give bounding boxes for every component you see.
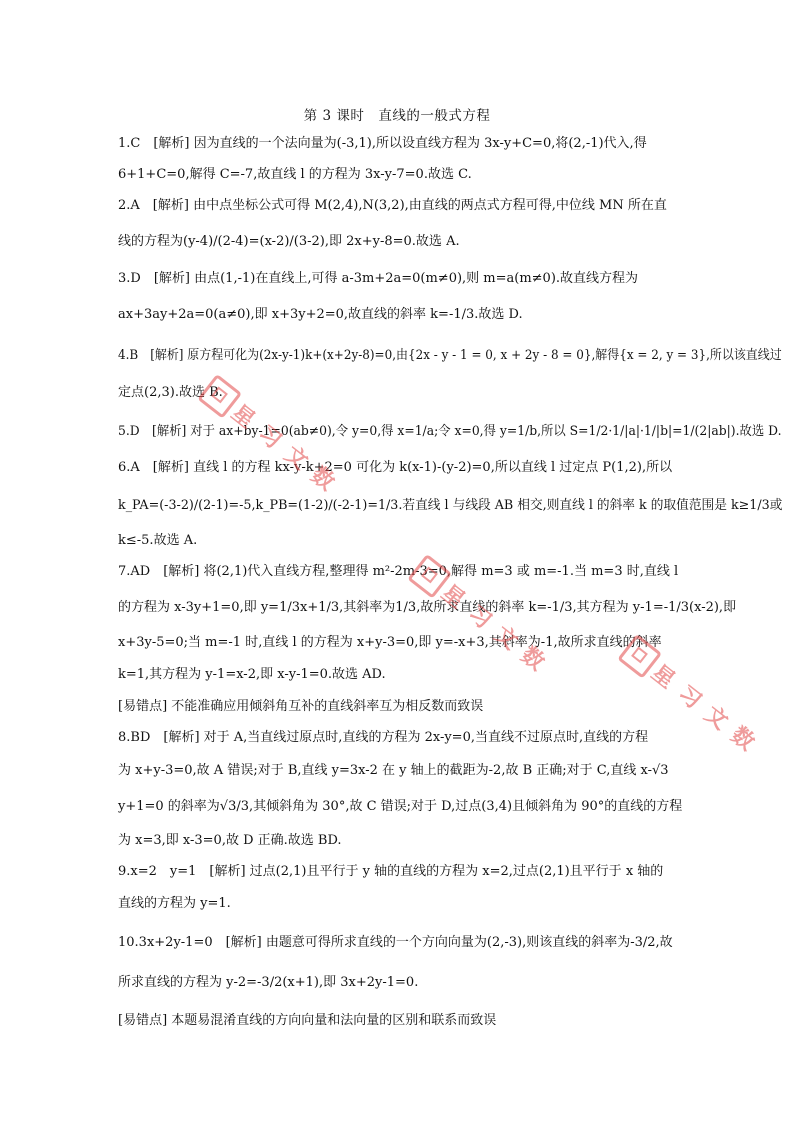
page-title: 第 3 课时 直线的一般式方程 — [303, 108, 491, 124]
watermark-text: 星 习 文 数 — [646, 660, 761, 757]
text-line: 所求直线的方程为 y-2=-3/2(x+1),即 3x+2y-1=0. — [118, 975, 419, 990]
text-line: 为 x+y-3=0,故 A 错误;对于 B,直线 y=3x-2 在 y 轴上的截距为-2,故 B 正确;对于 C,直线 x-√3 — [118, 763, 669, 778]
text-line: 线的方程为(y-4)/(2-4)=(x-2)/(3-2),即 2x+y-8=0.故选 A. — [118, 234, 460, 249]
text-line: 为 x=3,即 x-3=0,故 D 正确.故选 BD. — [118, 833, 342, 848]
watermark-text: 星 习 文 数 — [226, 400, 341, 497]
text-line: 7.AD [解析] 将(2,1)代入直线方程,整理得 m²-2m-3=0,解得 m=3 或 m=-1.当 m=3 时,直线 l — [118, 564, 679, 579]
text-line: 9.x=2 y=1 [解析] 过点(2,1)且平行于 y 轴的直线的方程为 x=2,过点(2,1)且平行于 x 轴的 — [118, 864, 664, 879]
text-line: 8.BD [解析] 对于 A,当直线过原点时,直线的方程为 2x-y=0,当直线不过原点时,直线的方程 — [118, 730, 649, 745]
text-line: 3.D [解析] 由点(1,-1)在直线上,可得 a-3m+2a=0(m≠0),则 m=a(m≠0).故直线方程为 — [118, 271, 639, 286]
text-line: 1.C [解析] 因为直线的一个法向量为(-3,1),所以设直线方程为 3x-y+C=0,将(2,-1)代入,得 — [118, 136, 647, 151]
text-line: 10.3x+2y-1=0 [解析] 由题意可得所求直线的一个方向向量为(2,-3),则该直线的斜率为-3/2,故 — [118, 935, 673, 950]
text-line: 4.B [解析] 原方程可化为(2x-y-1)k+(x+2y-8)=0,由{2x - y - 1 = 0, x + 2y - 8 = 0},解得{x = 2, y = 3},所以该直线过 — [118, 348, 782, 363]
text-line: 定点(2,3).故选 B. — [118, 385, 223, 400]
text-line: 2.A [解析] 由中点坐标公式可得 M(2,4),N(3,2),由直线的两点式方程可得,中位线 MN 所在直 — [118, 198, 667, 213]
text-line: 6.A [解析] 直线 l 的方程 kx-y-k+2=0 可化为 k(x-1)-(y-2)=0,所以直线 l 过定点 P(1,2),所以 — [118, 460, 673, 475]
text-line: 6+1+C=0,解得 C=-7,故直线 l 的方程为 3x-y-7=0.故选 C. — [118, 167, 472, 182]
text-line: k=1,其方程为 y-1=x-2,即 x-y-1=0.故选 AD. — [118, 667, 386, 682]
text-line: ax+3ay+2a=0(a≠0),即 x+3y+2=0,故直线的斜率 k=-1/3.故选 D. — [118, 307, 523, 322]
text-line: 的方程为 x-3y+1=0,即 y=1/3x+1/3,其斜率为1/3,故所求直线的斜率 k=-1/3,其方程为 y-1=-1/3(x-2),即 — [118, 600, 737, 615]
text-line: [易错点] 本题易混淆直线的方向向量和法向量的区别和联系而致误 — [118, 1013, 497, 1028]
text-line: 5.D [解析] 对于 ax+by-1=0(ab≠0),令 y=0,得 x=1/a;令 x=0,得 y=1/b,所以 S=1/2·1/|a|·1/|b|=1/(2|ab|).故选 D. — [118, 424, 782, 439]
text-line: x+3y-5=0;当 m=-1 时,直线 l 的方程为 x+y-3=0,即 y=-x+3,其斜率为-1,故所求直线的斜率 — [118, 635, 662, 650]
text-line: [易错点] 不能准确应用倾斜角互补的直线斜率互为相反数而致误 — [118, 699, 484, 714]
watermark-text: 星 习 文 数 — [436, 580, 551, 677]
text-line: 直线的方程为 y=1. — [118, 896, 231, 911]
text-line: k_PA=(-3-2)/(2-1)=-5,k_PB=(1-2)/(-2-1)=1/3.若直线 l 与线段 AB 相交,则直线 l 的斜率 k 的取值范围是 k≥1/3或 — [118, 498, 783, 513]
text-line: k≤-5.故选 A. — [118, 533, 198, 548]
text-line: y+1=0 的斜率为√3/3,其倾斜角为 30°,故 C 错误;对于 D,过点(3,4)且倾斜角为 90°的直线的方程 — [118, 799, 683, 814]
